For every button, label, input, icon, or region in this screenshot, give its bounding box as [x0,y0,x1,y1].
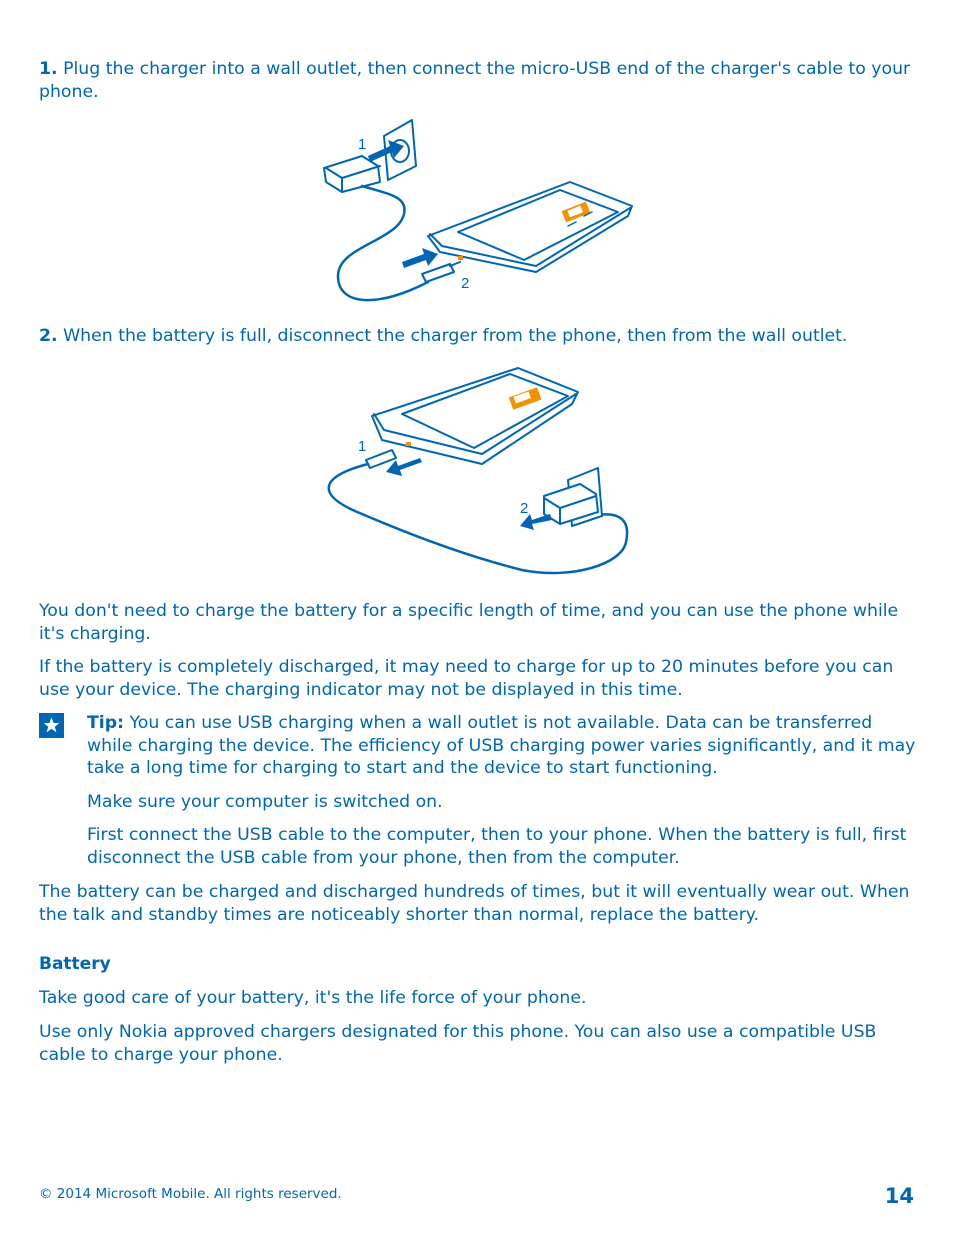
step-2-body: When the battery is full, disconnect the charger from the phone, then from the wall outlet. [57,326,848,346]
page-number: 14 [884,1184,914,1208]
step-2-text [39,325,919,348]
tip-sub-2: First connect the USB cable to the computer, then to your phone. When the battery is full, first disconnect the USB cable from your phone, then from the computer. [87,825,907,868]
step-1-body: Plug the charger into a wall outlet, then connect the micro-USB end of the charger's cable to your phone. [39,59,911,102]
figure-2-label-2: 2 [520,500,529,517]
arrow-icon [402,248,438,268]
paragraph-approved-chargers: Use only Nokia approved chargers designated for this phone. You can also use a compatible USB cable to charge your phone. [39,1022,877,1065]
figure-2-label-1: 1 [358,438,367,455]
charging-illustration-disconnect [322,364,632,578]
step-1-text [39,58,919,103]
footer-copyright: © 2014 Microsoft Mobile. All rights reserved. [39,1186,342,1202]
paragraph-charge-duration: You don't need to charge the battery for a specific length of time, and you can use the phone while it's charging. [39,601,899,644]
paragraph-battery-care: Take good care of your battery, it's the life force of your phone. [39,988,587,1008]
charger-icon [324,156,380,192]
phone-icon [372,368,578,464]
step-1-number: 1. [39,59,58,79]
tip-body: You can use USB charging when a wall outlet is not available. Data can be transferred while charging the device. The efficiency of USB charging power varies significantly, and it may take a long time for charging to start and the device to start functioning. [87,713,916,779]
tip-text [87,712,919,780]
tip-sub-1: Make sure your computer is switched on. [87,792,443,812]
charging-illustration-connect [318,116,638,308]
phone-icon [428,182,632,272]
step-2-number: 2. [39,326,58,346]
paragraph-discharged: If the battery is completely discharged, it may need to charge for up to 20 minutes before you can use your device. The charging indicator may not be displayed in this time. [39,657,894,700]
figure-1-label-1: 1 [358,136,367,153]
figure-1-label-2: 2 [461,275,470,292]
tip-label: Tip: [87,713,124,733]
section-heading-battery: Battery [39,954,111,974]
paragraph-battery-wear: The battery can be charged and discharged hundreds of times, but it will eventually wear out. When the talk and standby times are noticeably shorter than normal, replace the battery. [39,882,910,925]
star-icon [39,713,64,738]
